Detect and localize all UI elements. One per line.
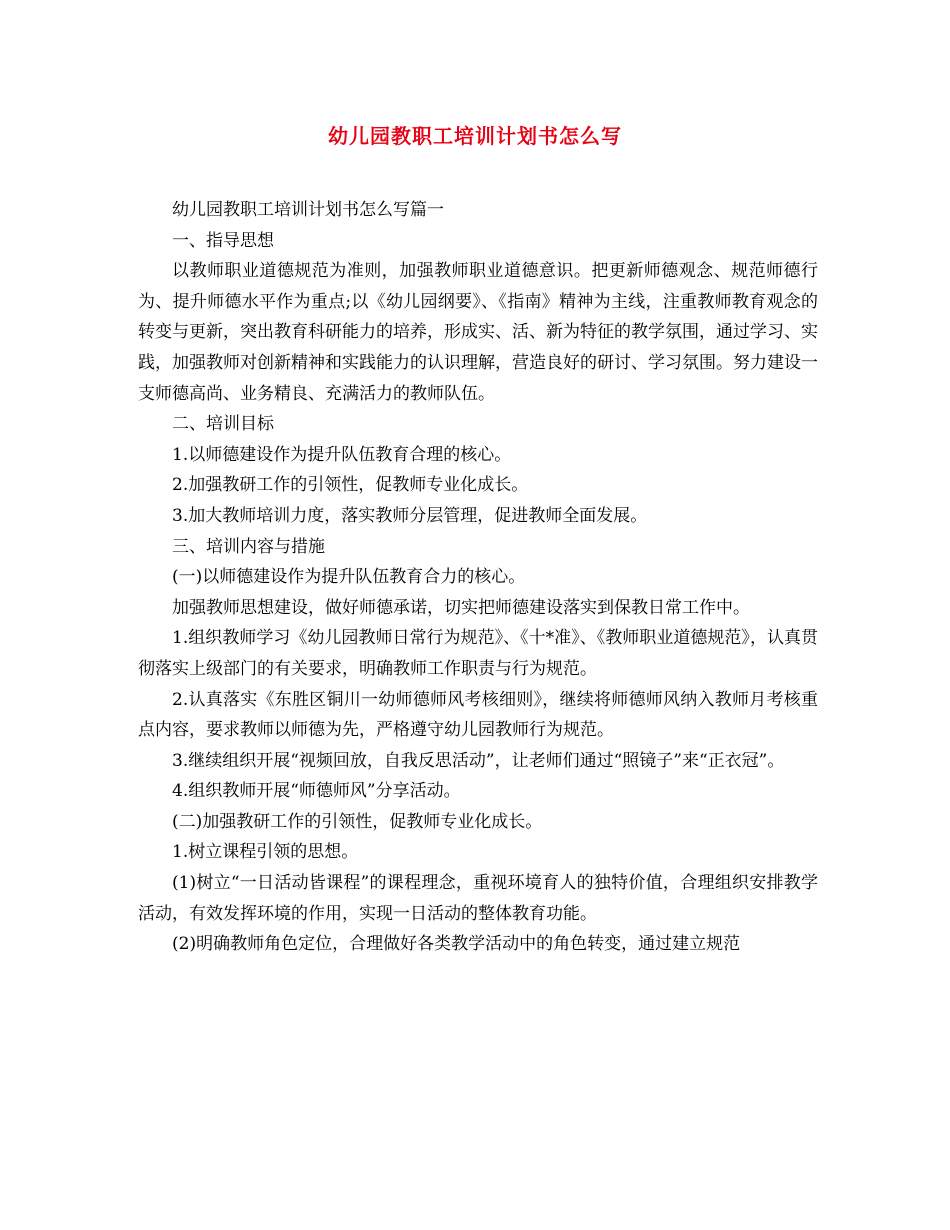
- section-heading-guiding-thought: 一、指导思想: [172, 230, 274, 251]
- list-item: 3.继续组织开展“视频回放，自我反思活动”，让老师们通过“照镜子”来“正衣冠”。: [172, 750, 785, 771]
- document-body: [138, 195, 818, 960]
- subsection-heading: (一)以师德建设作为提升队伍教育合力的核心。: [172, 567, 526, 588]
- list-item: (2)明确教师角色定位，合理做好各类教学活动中的角色转变，通过建立规范: [172, 934, 741, 955]
- paragraph-article-heading: 幼儿园教职工培训计划书怎么写篇一: [172, 200, 444, 220]
- paragraph: 以教师职业道德规范为准则，加强教师职业道德意识。把更新师德观念、规范师德行为、提升师德水平作为重点;以《幼儿园纲要》、《指南》精神为主线，注重教师教育观念的转变与更新，突出教育科研能力的培养，形成实、活、新为特征的教学氛围，通过学习、实践，加强教师对创新精神和实践能力的认识理解，营造良好的研讨、学习氛围。努力建设一支师德高尚、业务精良、充满活力的教师队伍。: [138, 261, 818, 404]
- list-item: 2.认真落实《东胜区铜川一幼师德师风考核细则》，继续将师德师风纳入教师月考核重点内容，要求教师以师德为先，严格遵守幼儿园教师行为规范。: [138, 689, 818, 741]
- section-heading-content-measures: 三、培训内容与措施: [172, 536, 325, 557]
- list-item: 1.以师德建设作为提升队伍教育合理的核心。: [172, 444, 512, 465]
- list-item: 4.组织教师开展“师德师风”分享活动。: [172, 781, 461, 802]
- list-item: 3.加大教师培训力度，落实教师分层管理，促进教师全面发展。: [172, 505, 648, 526]
- paragraph: 加强教师思想建设，做好师德承诺，切实把师德建设落实到保教日常工作中。: [172, 597, 750, 618]
- list-item: 1.组织教师学习《幼儿园教师日常行为规范》、《十*准》、《教师职业道德规范》，认真贯彻落实上级部门的有关要求，明确教师工作职责与行为规范。: [138, 628, 818, 679]
- list-item: (1)树立“一日活动皆课程”的课程理念，重视环境育人的独特价值，合理组织安排教学活动，有效发挥环境的作用，实现一日活动的整体教育功能。: [138, 873, 818, 924]
- list-item: 1.树立课程引领的思想。: [172, 842, 359, 863]
- section-heading-training-goals: 二、培训目标: [172, 414, 274, 435]
- list-item: 2.加强教研工作的引领性，促教师专业化成长。: [172, 475, 529, 496]
- subsection-heading: (二)加强教研工作的引领性，促教师专业化成长。: [172, 811, 543, 832]
- document-title: 幼儿园教职工培训计划书怎么写: [328, 124, 622, 148]
